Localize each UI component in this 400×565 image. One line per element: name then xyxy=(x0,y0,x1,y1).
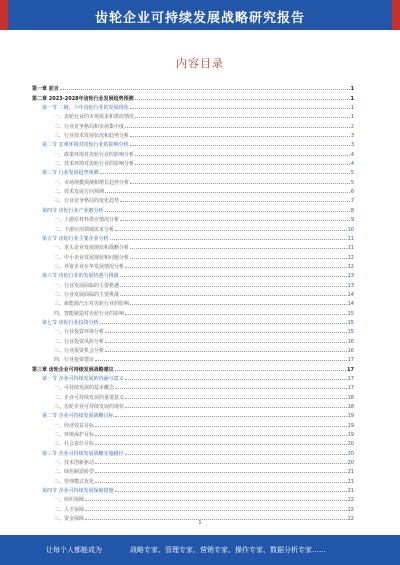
toc-leader-dots xyxy=(115,388,347,389)
toc-entry-page: 21 xyxy=(347,488,354,495)
toc-entry[interactable] xyxy=(32,354,354,363)
toc-leader-dots xyxy=(60,89,350,90)
toc-entry[interactable] xyxy=(32,298,354,307)
toc-entry[interactable] xyxy=(32,410,354,419)
toc-leader-dots xyxy=(125,454,347,455)
toc-entry[interactable] xyxy=(32,335,354,344)
toc-entry[interactable] xyxy=(32,391,354,400)
toc-entry-page: 18 xyxy=(347,404,354,411)
toc-entry[interactable] xyxy=(32,457,354,466)
toc-entry-label: 第四节 企业可持续发展保障措施 xyxy=(42,488,114,495)
header-accent-right xyxy=(392,0,400,30)
toc-leader-dots xyxy=(130,248,347,249)
toc-entry-label: 二、下游应用领域需求分析 xyxy=(54,226,115,233)
toc-entry-label: 第二章 2023-2028年齿轮行业发展趋势预测 xyxy=(32,95,134,102)
toc-leader-dots xyxy=(135,117,350,118)
toc-entry-page: 17 xyxy=(347,357,354,364)
toc-entry[interactable] xyxy=(32,251,354,260)
toc-leader-dots xyxy=(135,155,350,156)
toc-entry-page: 21 xyxy=(347,469,354,476)
page-number: 1 xyxy=(198,520,202,526)
toc-entry-label: 三、行业技术发展状况和趋势分析 xyxy=(54,133,130,140)
toc-entry[interactable] xyxy=(32,419,354,428)
toc-entry-label: 第一章 前言 xyxy=(32,86,59,93)
toc-entry-page: 1 xyxy=(350,86,354,93)
toc-entry-label: 第六节 齿轮行业的发展机遇与挑战 xyxy=(42,273,119,280)
toc-entry-label: 一、组织保障 xyxy=(54,497,85,504)
toc-leader-dots xyxy=(85,510,347,511)
toc-leader-dots xyxy=(130,183,350,184)
toc-entry[interactable] xyxy=(32,92,354,101)
toc-entry[interactable] xyxy=(32,195,354,204)
toc-entry[interactable] xyxy=(32,139,354,148)
toc-entry-label: 一、行业投资环境分析 xyxy=(54,329,105,336)
toc-leader-dots xyxy=(95,435,347,436)
toc-entry[interactable] xyxy=(32,176,354,185)
toc-entry-label: 一、上游原材料供应情况分析 xyxy=(54,217,120,224)
toc-leader-dots xyxy=(100,173,350,174)
toc-leader-dots xyxy=(130,145,350,146)
toc-entry[interactable] xyxy=(32,438,354,447)
toc-entry-page: 19 xyxy=(347,432,354,439)
toc-entry-page: 7 xyxy=(350,198,354,205)
toc-entry-page: 10 xyxy=(347,226,354,233)
toc-leader-dots xyxy=(130,136,350,137)
toc-entry-page: 16 xyxy=(347,338,354,345)
footer-bar xyxy=(0,535,400,565)
toc-entry[interactable] xyxy=(32,466,354,475)
toc-entry-page: 17 xyxy=(347,376,354,382)
header-bar xyxy=(0,0,400,30)
toc-entry[interactable] xyxy=(32,382,354,391)
toc-entry-page: 15 xyxy=(347,310,354,317)
toc-entry-label: 三、行业竞争格局的变化趋势 xyxy=(54,198,120,205)
toc-entry[interactable] xyxy=(32,447,354,456)
toc-leader-dots xyxy=(125,407,347,408)
toc-leader-dots xyxy=(100,323,347,324)
toc-leader-dots xyxy=(95,426,347,427)
toc-entry-page: 11 xyxy=(347,235,354,242)
toc-leader-dots xyxy=(105,332,347,333)
toc-leader-dots xyxy=(125,379,347,380)
toc-entry-label: 第七节 齿轮行业投资分析 xyxy=(42,319,99,326)
toc-entry[interactable] xyxy=(32,111,354,120)
toc-entry[interactable] xyxy=(32,289,354,298)
toc-entry-page: 2 xyxy=(350,123,354,130)
toc-entry-label: 一、齿轮行业的市场需求和供给情况 xyxy=(54,114,135,121)
toc-entry[interactable] xyxy=(32,363,354,372)
toc-entry-page: 14 xyxy=(347,301,354,308)
table-of-contents xyxy=(32,83,354,522)
toc-entry-label: 第一节 二级、六年齿轮行业的发展现状 xyxy=(42,105,129,112)
footer-slogan-left: 让每个人都能成为 xyxy=(46,546,102,554)
toc-entry-page: 9 xyxy=(350,217,354,224)
toc-entry-label: 第五节 齿轮行业主要企业分析 xyxy=(42,235,109,242)
toc-leader-dots xyxy=(115,370,346,371)
toc-entry-page: 6 xyxy=(350,189,354,196)
toc-entry-page: 5 xyxy=(350,179,354,186)
toc-entry-label: 二、绿色制造转型 xyxy=(54,469,95,476)
toc-entry[interactable] xyxy=(32,307,354,316)
toc-entry[interactable] xyxy=(32,270,354,279)
toc-entry-page: 1 xyxy=(350,105,354,112)
toc-entry-label: 二、技术环境对齿轮行业的影响分析 xyxy=(54,161,135,168)
toc-entry-page: 15 xyxy=(347,329,354,336)
toc-entry-page: 8 xyxy=(350,207,354,214)
toc-entry-label: 第四节 齿轮行业产业链分析 xyxy=(42,207,104,214)
toc-entry-label: 二、环境保护目标 xyxy=(54,432,95,439)
toc-leader-dots xyxy=(95,360,347,361)
toc-leader-dots xyxy=(95,482,347,483)
toc-entry-page: 22 xyxy=(347,497,354,504)
toc-entry-label: 二、企业可持续发展的重要意义 xyxy=(54,394,125,401)
toc-entry-page: 16 xyxy=(347,347,354,354)
toc-entry[interactable] xyxy=(32,223,354,232)
toc-leader-dots xyxy=(105,342,347,343)
toc-entry-label: 第三节 企业可持续发展战略实施路径 xyxy=(42,450,124,457)
toc-leader-dots xyxy=(105,351,347,352)
toc-entry-page: 20 xyxy=(347,441,354,448)
toc-entry[interactable] xyxy=(32,83,354,92)
toc-leader-dots xyxy=(85,500,347,501)
toc-entry-label: 第一节 企业可持续发展的内涵与意义 xyxy=(42,376,124,382)
toc-entry-label: 三、资金保障 xyxy=(54,516,85,523)
toc-entry-label: 四、智能制造对齿轮行业的影响 xyxy=(54,310,125,317)
toc-entry-page: 12 xyxy=(347,254,354,261)
toc-entry-label: 三、齿轮企业可持续发展的现状 xyxy=(54,404,125,411)
toc-entry-page: 5 xyxy=(350,170,354,177)
toc-entry-page: 17 xyxy=(347,385,354,392)
toc-entry[interactable] xyxy=(32,475,354,484)
toc-entry-label: 一、技术创新驱动 xyxy=(54,460,95,467)
toc-leader-dots xyxy=(120,276,347,277)
toc-leader-dots xyxy=(120,220,350,221)
toc-leader-dots xyxy=(130,258,347,259)
toc-heading: 内容目录 xyxy=(176,57,224,70)
toc-entry-label: 一、市场规模预测和增长趋势分析 xyxy=(54,179,130,186)
toc-entry[interactable] xyxy=(32,429,354,438)
toc-entry-page: 20 xyxy=(347,450,354,457)
toc-entry-page: 21 xyxy=(347,478,354,485)
toc-entry-label: 第三节 行业发展趋势预测 xyxy=(42,170,99,177)
toc-leader-dots xyxy=(125,267,347,268)
toc-leader-dots xyxy=(135,99,350,100)
toc-entry-page: 19 xyxy=(347,413,354,420)
toc-entry[interactable] xyxy=(32,279,354,288)
toc-entry-page: 11 xyxy=(347,245,354,252)
toc-entry[interactable] xyxy=(32,148,354,157)
toc-entry[interactable] xyxy=(32,373,354,382)
toc-entry-page: 3 xyxy=(350,133,354,140)
toc-entry-page: 13 xyxy=(347,282,354,289)
toc-entry[interactable] xyxy=(32,120,354,129)
toc-entry-label: 三、外资企业在华发展情况分析 xyxy=(54,263,125,270)
toc-entry-page: 18 xyxy=(347,394,354,401)
toc-entry[interactable] xyxy=(32,326,354,335)
toc-entry-page: 12 xyxy=(347,263,354,270)
toc-entry[interactable] xyxy=(32,102,354,111)
toc-leader-dots xyxy=(110,239,347,240)
toc-leader-dots xyxy=(95,472,347,473)
toc-entry-label: 二、技术发展方向预测 xyxy=(54,189,105,196)
toc-entry-page: 14 xyxy=(347,291,354,298)
toc-leader-dots xyxy=(125,398,347,399)
toc-entry-label: 一、政策环境对齿轮行业的影响分析 xyxy=(54,151,135,158)
toc-leader-dots xyxy=(95,444,347,445)
toc-entry-page: 4 xyxy=(350,161,354,168)
toc-entry-page: 1 xyxy=(350,95,354,102)
toc-entry-label: 三、社会责任目标 xyxy=(54,441,95,448)
toc-entry-label: 第二节 宏观环境对齿轮行业的影响分析 xyxy=(42,142,129,149)
toc-entry[interactable] xyxy=(32,345,354,354)
toc-leader-dots xyxy=(125,127,350,128)
toc-leader-dots xyxy=(115,230,347,231)
footer-slogan-right: 战略专家、管理专家、营销专家、操作专家、数据分析专家…… xyxy=(130,546,326,554)
toc-leader-dots xyxy=(130,108,350,109)
toc-entry-label: 一、可持续发展的基本概念 xyxy=(54,385,115,392)
toc-leader-dots xyxy=(115,416,347,417)
toc-leader-dots xyxy=(120,286,347,287)
toc-leader-dots xyxy=(95,463,347,464)
toc-entry-label: 三、新能源汽车对齿轮行业的影响 xyxy=(54,301,130,308)
toc-entry-label: 二、中小企业发展现状和问题分析 xyxy=(54,254,130,261)
toc-entry-label: 二、行业投资风险分析 xyxy=(54,338,105,345)
toc-entry[interactable] xyxy=(32,261,354,270)
toc-leader-dots xyxy=(120,295,347,296)
toc-entry[interactable] xyxy=(32,401,354,410)
toc-entry-page: 1 xyxy=(350,114,354,121)
toc-entry-label: 二、人才保障 xyxy=(54,506,85,513)
toc-entry-page: 22 xyxy=(347,516,354,523)
toc-entry-page: 17 xyxy=(347,366,354,373)
toc-leader-dots xyxy=(105,211,350,212)
toc-leader-dots xyxy=(135,164,350,165)
toc-entry-page: 4 xyxy=(350,151,354,158)
toc-entry[interactable] xyxy=(32,503,354,512)
toc-entry-label: 一、龙头企业发展现状和战略分析 xyxy=(54,245,130,252)
toc-entry[interactable] xyxy=(32,494,354,503)
toc-entry-label: 一、行业发展面临的主要机遇 xyxy=(54,282,120,289)
toc-entry-label: 三、行业投资机会分析 xyxy=(54,347,105,354)
toc-entry-page: 13 xyxy=(347,273,354,280)
toc-entry-page: 22 xyxy=(347,506,354,513)
toc-entry-label: 一、经济效益目标 xyxy=(54,422,95,429)
toc-entry[interactable] xyxy=(32,204,354,213)
toc-entry-label: 第二节 企业可持续发展战略目标 xyxy=(42,413,114,420)
toc-entry-page: 20 xyxy=(347,460,354,467)
toc-entry-label: 二、行业发展面临的主要挑战 xyxy=(54,291,120,298)
toc-leader-dots xyxy=(130,304,347,305)
toc-entry[interactable] xyxy=(32,167,354,176)
toc-entry-page: 19 xyxy=(347,422,354,429)
toc-entry[interactable] xyxy=(32,242,354,251)
toc-entry[interactable] xyxy=(32,214,354,223)
toc-entry[interactable] xyxy=(32,186,354,195)
toc-leader-dots xyxy=(125,314,347,315)
toc-leader-dots xyxy=(120,201,350,202)
toc-entry[interactable] xyxy=(32,158,354,167)
toc-entry-page: 3 xyxy=(350,142,354,149)
toc-entry-label: 二、行业竞争格局和市场集中度 xyxy=(54,123,125,130)
toc-entry[interactable] xyxy=(32,233,354,242)
toc-entry-label: 第三章 齿轮企业可持续发展战略建议 xyxy=(32,366,114,373)
toc-entry-label: 四、行业投资建议 xyxy=(54,357,95,364)
report-title: 齿轮企业可持续发展战略研究报告 xyxy=(94,11,305,26)
toc-entry-page: 15 xyxy=(347,319,354,326)
toc-entry[interactable] xyxy=(32,130,354,139)
toc-leader-dots xyxy=(115,491,347,492)
toc-entry[interactable] xyxy=(32,485,354,494)
toc-entry[interactable] xyxy=(32,317,354,326)
toc-leader-dots xyxy=(105,192,350,193)
toc-entry-label: 三、管理模式优化 xyxy=(54,478,95,485)
